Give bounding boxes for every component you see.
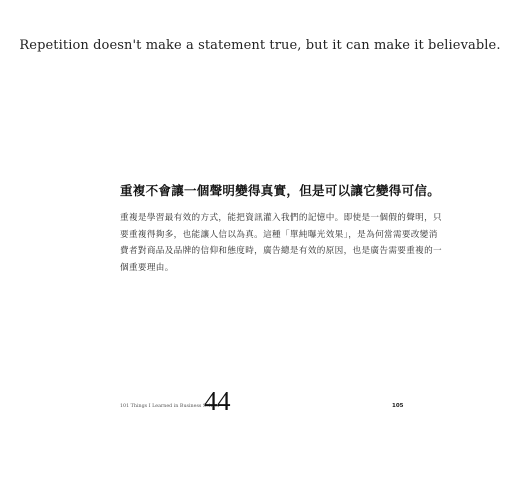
page-number: 105 [392,403,404,409]
lesson-number: 44 [204,386,230,416]
body-line: 費者對商品及品牌的信仰和態度時，廣告總是有效的原因，也是廣告需要重複的一 [120,246,442,256]
body-line: 要重複得夠多，也能讓人信以為真。這種「單純曝光效果」，是為何當需要改變消 [120,229,438,240]
chinese-headline: 重複不會讓一個聲明變得真實，但是可以讓它變得可信。 [120,183,441,198]
body-line: 個重要理由。 [120,262,174,273]
english-epigraph: Repetition doesn't make a statement true, but it can make it believable. [19,38,501,53]
body-line: 重複是學習最有效的方式，能把資訊灌入我們的記憶中。即使是一個假的聲明，只 [120,213,442,223]
body-paragraph [120,210,442,276]
running-footer-book-title: 101 Things I Learned in Business School [120,404,220,409]
